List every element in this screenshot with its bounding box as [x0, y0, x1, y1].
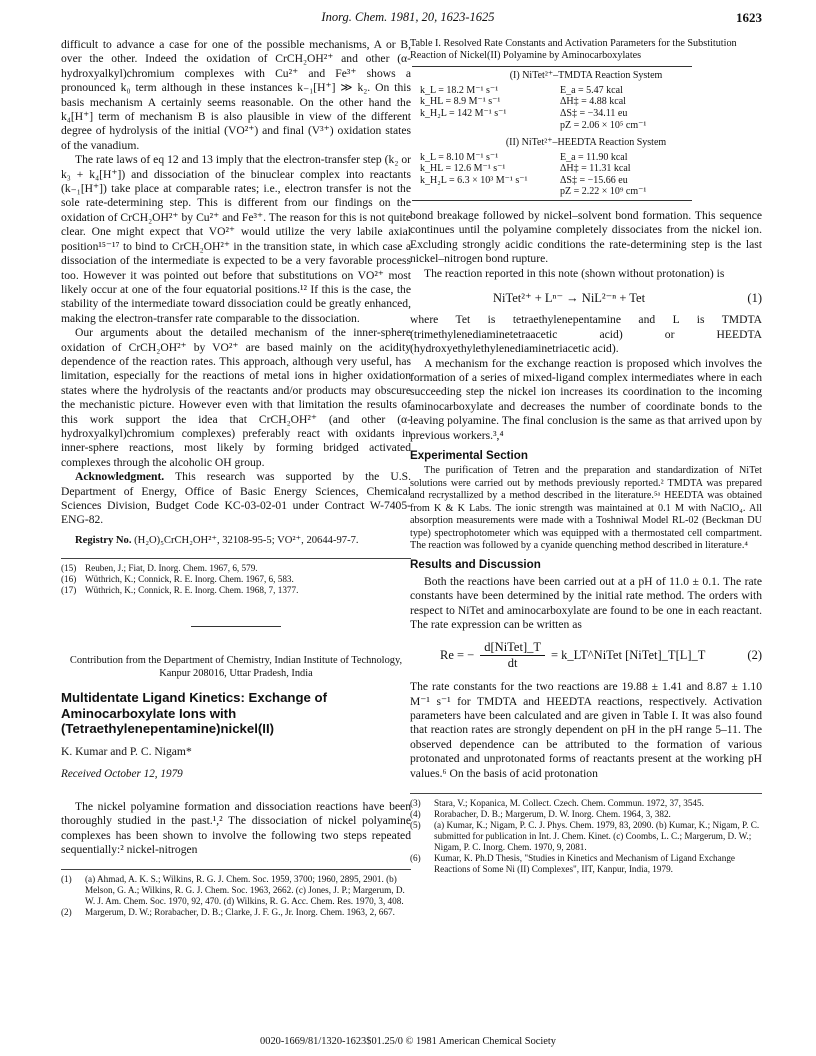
table-caption: Table I. Resolved Rate Constants and Activation Parameters for the Substitution Reaction of Nickel(II) Polyamine by Aminocarboxylates: [410, 38, 737, 62]
footnote-text: Stara, V.; Kopanica, M. Collect. Czech. Chem. Commun. 1972, 37, 3545.: [434, 798, 704, 808]
table-cell: ΔS‡ = −34.11 eu: [560, 108, 628, 119]
equation-1: [410, 291, 762, 305]
acknowledgment-label: Acknowledgment.: [75, 470, 165, 484]
table-system-2: [420, 152, 762, 198]
footnote: [410, 798, 762, 809]
left-column: [61, 38, 411, 918]
table-cell: ΔH‡ = 11.31 kcal: [560, 163, 631, 175]
right-column: [410, 38, 762, 875]
equation-body: NiTet²⁺ + Lⁿ⁻ → NiL²⁻ⁿ + Tet: [492, 291, 646, 305]
footnote-number: (4): [410, 809, 421, 819]
page-header: [0, 10, 816, 30]
table-cell: k_H₂L = 142 M⁻¹ s⁻¹: [420, 108, 507, 119]
footnote: [61, 874, 411, 907]
received-date: Received October 12, 1979: [61, 768, 183, 781]
footnote: [61, 907, 411, 918]
footnote-divider: [61, 869, 411, 870]
footnote-text: Margerum, D. W.; Rorabacher, D. B.; Clarke, J. F. G., Jr. Inorg. Chem. 1963, 2, 667.: [85, 907, 395, 918]
footnote-number: (1): [61, 874, 72, 885]
registry-numbers: [61, 534, 411, 548]
table-system-title: (II) NiTet²⁺–HEEDTA Reaction System: [505, 137, 667, 149]
table-cell: E_a = 5.47 kcal: [560, 84, 623, 96]
table-cell: pZ = 2.06 × 10⁵ cm⁻¹: [560, 119, 647, 131]
table-cell: k_HL = 8.9 M⁻¹ s⁻¹: [420, 96, 501, 108]
equation-fraction: [480, 640, 545, 670]
fraction-numerator: d[NiTet]_T: [480, 640, 545, 655]
contribution-affiliation: Contribution from the Department of Chemistry, Indian Institute of Technology, Kanpur 208016, Uttar Pradesh, India: [69, 655, 403, 679]
footnote-text: Wüthrich, K.; Connick, R. E. Inorg. Chem. 1968, 7, 1377.: [85, 585, 299, 596]
footnote: [410, 820, 762, 853]
table-cell: k_HL = 12.6 M⁻¹ s⁻¹: [420, 163, 506, 175]
article-separator: [191, 626, 281, 627]
article-authors: K. Kumar and P. C. Nigam*: [61, 744, 192, 758]
paragraph: where Tet is tetraethylenepentamine and L is TMDTA (trimethylenediaminetetraacetic acid) or HEEDTA (hydroxyethylethylenediaminetriacetic acid).: [410, 313, 762, 356]
footnote: [61, 574, 411, 585]
footnote-number: (5): [410, 820, 421, 830]
table-system-1: [420, 85, 762, 131]
paragraph: difficult to advance a case for one of the possible mechanisms, A or B, over the other. Indeed the oxidation of CrCH₂OH²⁺ and other (α-hydroxyalkyl)chromium complexes with Cu²⁺ and Fe³⁺ shows a pronounced k₀ term although in these instances k₋₁[H⁺] ≫ k₂. On this basis mechanism A certainly seems reasonable. On the other hand the k₄[H⁺] term of mechanism B is also plausible in view of the different degree of hydrolysis of the initial (VO²⁺) and final (V³⁺) oxidation states of the vanadium.: [61, 38, 411, 152]
footnote-text: Rorabacher, D. B.; Margerum, D. W. Inorg. Chem. 1964, 3, 382.: [434, 809, 671, 819]
table-cell: ΔH‡ = 4.88 kcal: [560, 96, 626, 108]
experimental-text: The purification of Tetren and the preparation and standardization of NiTet solutions were carried out by methods previously reported.² TMDTA was prepared and recrystallized by a method described in the literature.⁵ᵃ HEEDTA was obtained from K & K Labs. The ionic strength was maintained at 0.1 M with NaClO₄. All absorption measurements were made with a Toshniwal Model RL-02 (Beckman DU type) spectrophotometer which was equipped with a thermostated cell compartment. The reaction was followed by a cyanide quenching method described in literature.⁴: [410, 465, 762, 551]
paragraph: The rate constants for the two reactions are 19.88 ± 1.41 and 8.87 ± 1.10 M⁻¹ s⁻¹ for TMDTA and HEEDTA reactions, respectively. Activation parameters have been calculated and are given in Table I. It was also found that reaction rates are strongly dependent on pH in the pH range 5–11. The observed dependence can be attributed to the formation of various protonated and unprotonated forms of reactants present at the working pH values.⁶ On the basis of acid protonation: [410, 680, 762, 780]
journal-citation: Inorg. Chem. 1981, 20, 1623-1625: [321, 10, 495, 24]
registry-text: (H₂O)₅CrCH₂OH²⁺, 32108-95-5; VO²⁺, 20644-97-7.: [131, 534, 359, 546]
footnote-divider: [61, 558, 411, 559]
paragraph: Our arguments about the detailed mechanism of the inner-sphere oxidation of CrCH₂OH²⁺ by VO²⁺ are based mainly on the acidity dependence of the reaction rates. This approach, although very useful, has limitation, especially for the reactions of metal ions in higher oxidation states where the hydrolysis of the reactants and/or products may obscure the mechanistic picture. However even with that limitation the results of this work support the idea that CrCH₂OH²⁺ (and other (α-hydroxyalkyl)chromium complexes) preferably react with oxidants in inner-sphere reactions, most likely by forming bridged activated complexes through the alcoholic OH group.: [61, 326, 411, 469]
table-cell: k_L = 8.10 M⁻¹ s⁻¹: [420, 151, 499, 163]
footnote-text: (a) Ahmad, A. K. S.; Wilkins, R. G. J. Chem. Soc. 1959, 3700; 1960, 2895, 2901. (b) Melson, G. A.; Wilkins, R. G. J. Chem. Soc. 1963, 2662. (c) Jones, J. P.; Margerum, D. W. J. Am. Chem. Soc. 1970, 92, 470. (d) Wilkins, R. G. Acc. Chem. Res. 1970, 3, 408.: [85, 874, 405, 907]
acknowledgment-text: This research was supported by the U.S. Department of Energy, Office of Basic Energy Sciences, Chemical Sciences Division, Budget Code KC-03-02-01 under Contract W-7405-ENG-82.: [61, 470, 411, 527]
footnote-text: Kumar, K. Ph.D Thesis, "Studies in Kinetics and Mechanism of Ligand Exchange Reactions of Some Ni (II) Complexes", IIT, Kanpur, India, 1979.: [434, 853, 735, 874]
paragraph: The rate laws of eq 12 and 13 imply that the electron-transfer step (k₂ or k₃ + k₄[H⁺]) and dissociation of the binuclear complex into reactants (k₋₁[H⁺]) take place at comparable rates; i.e., electron transfer is not the sole rate-determining step. This is different from our findings on the oxidation of CrCH₂OH²⁺ by Cu²⁺ and Fe³⁺. The reason for this is not quite clear. One might expect that VO²⁺ would utilize the very labile axial position¹⁵⁻¹⁷ to bind to CrCH₂OH²⁺ in the transition state, in which case a dissociation of the intermediate is expected to be a very favorable process too. However it was pointed out before that substitutions on VO²⁺ most likely occur at one of the four equatorial positions.¹² If this is the case, the stability of the intermediate toward dissociation could be greatly enhanced, making the electron-transfer rate comparable to the dissociation.: [61, 153, 411, 325]
footnote-text: Reuben, J.; Fiat, D. Inorg. Chem. 1967, 6, 579.: [85, 563, 258, 574]
footnote-text: Wüthrich, K.; Connick, R. E. Inorg. Chem. 1967, 6, 583.: [85, 574, 294, 585]
footnote: [410, 809, 762, 820]
article-title: Multidentate Ligand Kinetics: Exchange of Aminocarboxylate Ions with (Tetraethylenepentamine)nickel(II): [61, 690, 327, 737]
equation-rhs: = k_LT^NiTet [NiTet]_T[L]_T: [551, 648, 706, 663]
footnote: [61, 585, 411, 596]
page-number: 1623: [736, 10, 762, 25]
page-footer: 0020-1669/81/1320-1623$01.25/0 © 1981 American Chemical Society: [260, 1036, 556, 1047]
table-system-title: (I) NiTet²⁺–TMDTA Reaction System: [509, 70, 663, 82]
footnote-number: (6): [410, 853, 421, 863]
footnote-number: (17): [61, 585, 77, 596]
table-rule: [412, 66, 692, 67]
table-rule: [412, 200, 692, 201]
footnote-number: (3): [410, 798, 421, 808]
equation-number: (2): [747, 648, 762, 663]
equation-lhs: Re = −: [440, 648, 475, 663]
acknowledgment: [61, 470, 411, 528]
section-heading: Results and Discussion: [410, 558, 541, 572]
paragraph: Both the reactions have been carried out at a pH of 11.0 ± 0.1. The rate constants have been determined by the initial rate method. The orders with respect to NiTet and aminocarboxylate are found to be one in each reactant. The rate expression can be written as: [410, 574, 762, 631]
footnote-number: (2): [61, 907, 72, 918]
intro-paragraph: The nickel polyamine formation and dissociation reactions have been thoroughly studied in the past.¹,² The dissociation of nickel polyamine complexes has been shown to involve the following two steps repeated sequentially:² nickel-nitrogen: [61, 799, 411, 856]
paragraph: A mechanism for the exchange reaction is proposed which involves the formation of a series of mixed-ligand complex intermediates where in each succeeding step the nickel ion increases its coordination to the incoming aminocarboxylate and decreases the number of coordinate bonds to the leaving polyamine. The final conclusion is the same as that arrived upon by previous workers.³,⁴: [410, 356, 762, 442]
equation-number: (1): [747, 291, 762, 305]
table-cell: E_a = 11.90 kcal: [560, 151, 628, 163]
footnote-number: (16): [61, 574, 77, 585]
footnote-text: (a) Kumar, K.; Nigam, P. C. J. Phys. Chem. 1979, 83, 2090. (b) Kumar, K.; Nigam, P. C. submitted for publication in Int. J. Chem. Kinet. (c) Coombs, L. C.; Margerum, D. W.; Nigam, P. C. Inorg. Chem. 1970, 9, 2081.: [434, 820, 760, 852]
table-cell: [420, 186, 560, 198]
fraction-denominator: dt: [507, 655, 518, 670]
paragraph: The reaction reported in this note (shown without protonation) is: [424, 266, 725, 280]
footnote-divider: [410, 793, 762, 794]
table-cell: [420, 120, 560, 132]
registry-label: Registry No.: [75, 534, 132, 546]
section-heading: Experimental Section: [410, 449, 528, 463]
footnote-number: (15): [61, 563, 77, 574]
table-cell: ΔS‡ = −15.66 eu: [560, 174, 628, 186]
footnote: [410, 853, 762, 875]
paragraph: bond breakage followed by nickel–solvent bond formation. This sequence continues until the polyamine completely dissociates from the nickel ion. Excluding strongly acidic conditions the rate-determining step is the last nickel–nitrogen bond rupture.: [410, 208, 762, 266]
table-cell: pZ = 2.22 × 10⁹ cm⁻¹: [560, 186, 647, 198]
table-cell: k_L = 18.2 M⁻¹ s⁻¹: [420, 84, 499, 96]
table-cell: k_H₂L = 6.3 × 10³ M⁻¹ s⁻¹: [420, 174, 528, 186]
footnote: [61, 563, 411, 574]
equation-2: [410, 640, 762, 670]
